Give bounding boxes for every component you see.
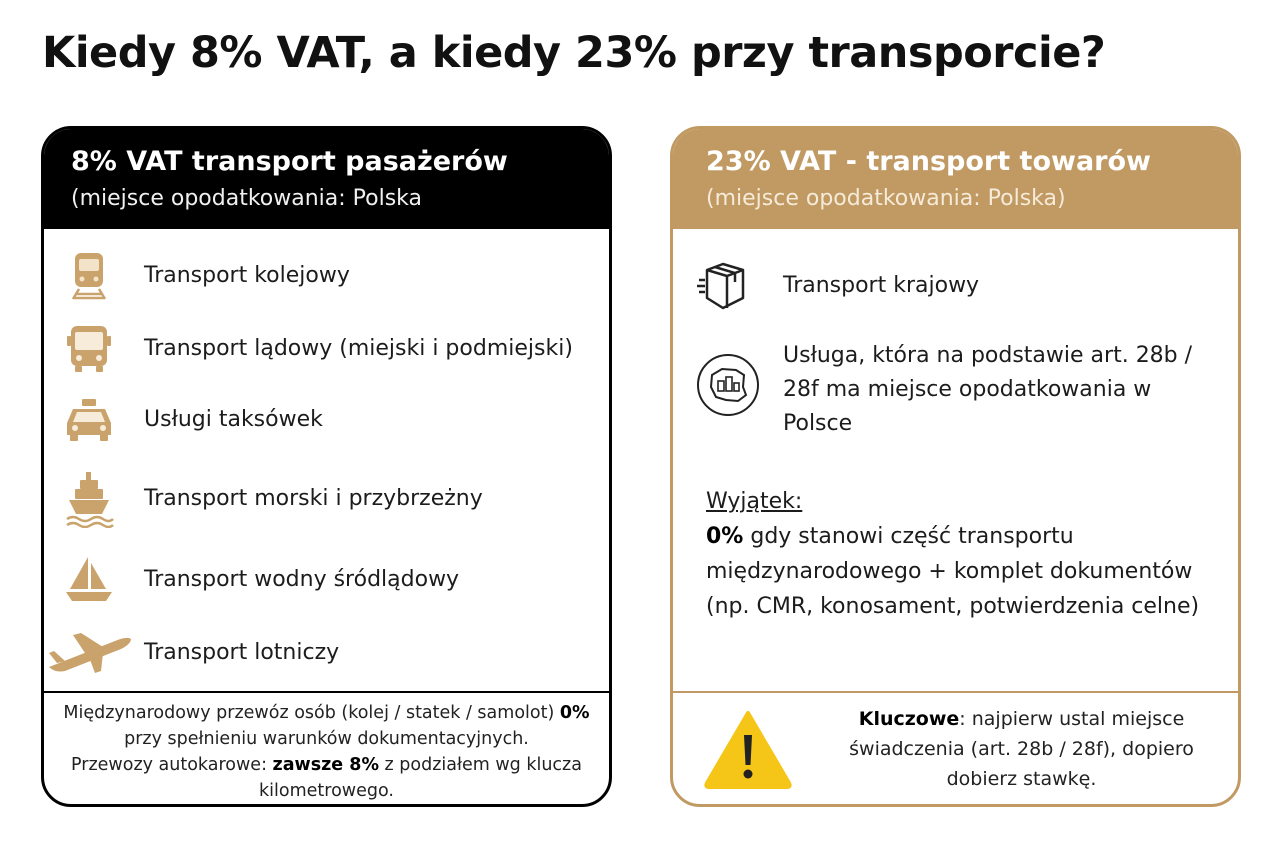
list-item-label: Transport morski i przybrzeżny xyxy=(144,486,483,511)
exception-body: gdy stanowi część transportu międzynarodowego + komplet dokumentów (np. CMR, konosament, potwierdzenia celne) xyxy=(706,524,1200,619)
exception-text xyxy=(706,519,1218,624)
passenger-card-header xyxy=(44,129,609,229)
passenger-card-title: 8% VAT transport pasażerów xyxy=(71,146,508,177)
list-item-sea xyxy=(44,469,609,529)
poland-map-icon xyxy=(673,339,783,417)
key-note-body: : najpierw ustal miejsce świadczenia (art. 28b / 28f), dopiero dobierz stawkę. xyxy=(849,707,1194,790)
list-item-label: Transport lądowy (miejski i podmiejski) xyxy=(144,336,573,361)
passenger-transport-card xyxy=(41,126,612,807)
list-item-label: Transport krajowy xyxy=(783,273,980,298)
note-text: przy spełnieniu warunków dokumentacyjnych. xyxy=(124,729,529,749)
ship-icon xyxy=(44,469,134,529)
taxi-icon xyxy=(44,390,134,450)
exception-block xyxy=(706,484,1218,624)
note-text: Przewozy autokarowe: xyxy=(71,755,273,775)
list-item-inland-water xyxy=(44,550,609,610)
package-icon xyxy=(673,258,783,314)
note-text: Międzynarodowy przewóz osób (kolej / statek / samolot) xyxy=(63,703,560,723)
list-item-label: Transport lotniczy xyxy=(144,640,340,665)
exception-title: Wyjątek: xyxy=(706,489,803,514)
list-item-label: Usługa, która na podstawie art. 28b / 28f ma miejsce opodatkowania w Polsce xyxy=(783,343,1193,436)
list-item-rail xyxy=(44,246,609,306)
goods-transport-card xyxy=(670,126,1241,807)
list-item-art28 xyxy=(673,339,1238,441)
sailboat-icon xyxy=(44,550,134,610)
passenger-card-note xyxy=(44,691,609,804)
key-note-text xyxy=(823,704,1238,794)
list-item-air xyxy=(44,623,609,683)
goods-card-header xyxy=(673,129,1238,229)
warning-icon xyxy=(673,709,823,789)
list-item-domestic xyxy=(673,254,1238,318)
goods-card-subtitle: (miejsce opodatkowania: Polska) xyxy=(706,186,1066,211)
list-item-label: Usługi taksówek xyxy=(144,407,323,432)
passenger-card-subtitle: (miejsce opodatkowania: Polska xyxy=(71,186,423,211)
goods-card-title: 23% VAT - transport towarów xyxy=(706,146,1151,177)
list-item-label: Transport wodny śródlądowy xyxy=(144,567,460,592)
list-item-land xyxy=(44,319,609,379)
note-bold: 0% xyxy=(559,703,590,723)
note-bold: zawsze 8% xyxy=(272,755,379,775)
note-text: z podziałem wg klucza kilometrowego. xyxy=(259,755,582,801)
page-title: Kiedy 8% VAT, a kiedy 23% przy transporcie? xyxy=(42,28,1106,78)
key-note-bold: Kluczowe xyxy=(858,707,960,730)
exception-rate: 0% xyxy=(706,524,744,549)
train-icon xyxy=(44,246,134,306)
bus-icon xyxy=(44,319,134,379)
list-item-label: Transport kolejowy xyxy=(144,263,350,288)
airplane-icon xyxy=(44,623,134,683)
goods-card-note xyxy=(673,691,1238,804)
list-item-taxi xyxy=(44,390,609,450)
